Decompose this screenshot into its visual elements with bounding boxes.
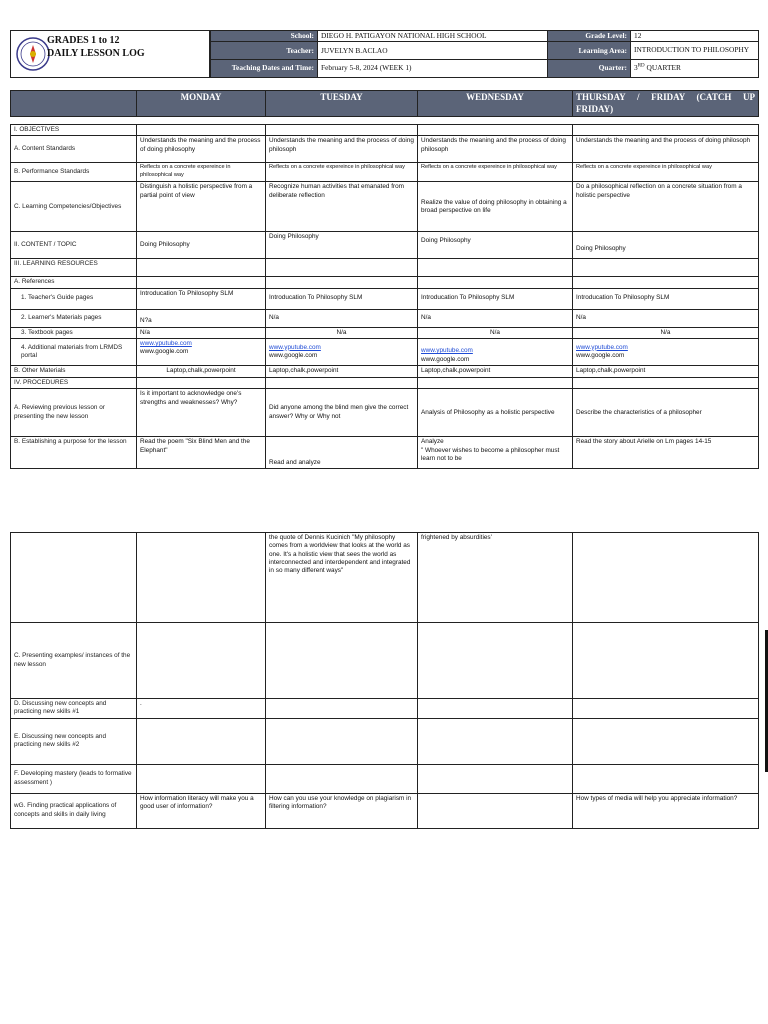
- cell-empty: [418, 623, 573, 699]
- cell-empty: [266, 764, 418, 793]
- teacher-label: Teacher:: [211, 42, 318, 59]
- purpose-tue: Read and analyze: [266, 437, 418, 469]
- quarter-label: Quarter:: [548, 59, 631, 77]
- grade-value: 12: [631, 31, 759, 42]
- purpose-wed-line1: Analyze: [421, 438, 444, 446]
- cell-empty: [11, 533, 137, 623]
- learners-materials-label: 2. Learner's Materials pages: [11, 309, 137, 327]
- teachers-guide-tue: Introducation To Philosophy SLM: [266, 288, 418, 309]
- content-topic-wed: Doing Philosophy: [418, 232, 573, 259]
- dates-label: Teaching Dates and Time:: [211, 59, 318, 77]
- cell-empty: [266, 125, 418, 136]
- cell-empty: [266, 377, 418, 388]
- teachers-guide-label: 1. Teacher's Guide pages: [11, 288, 137, 309]
- teachers-guide-thu: Introducation To Philosophy SLM: [573, 288, 759, 309]
- content-standards-label: A. Content Standards: [11, 136, 137, 163]
- learning-resources-heading: III. LEARNING RESOURCES: [11, 259, 137, 277]
- area-label: Learning Area:: [548, 42, 631, 59]
- developing-mastery-label: F. Developing mastery (leads to formative assessment ): [11, 764, 137, 793]
- cell-empty: [573, 764, 759, 793]
- competencies-wed: Realize the value of doing philosophy in obtaining a broad perspective on life: [418, 182, 573, 232]
- finding-applications-thu: How types of media will help you appreciate information?: [573, 793, 759, 828]
- additional-materials-label: 4. Additional materials from LRMDS portal: [11, 338, 137, 365]
- school-label: School:: [211, 31, 318, 42]
- quarter-number: 3: [634, 63, 638, 73]
- quarter-value: [631, 59, 759, 77]
- lesson-log-table: [10, 124, 759, 469]
- cell-empty: [137, 623, 266, 699]
- cell-empty: [137, 125, 266, 136]
- additional-materials-wed: [418, 338, 573, 365]
- competencies-thu: Do a philosophical reflection on a concrete situation from a holistic perspective: [573, 182, 759, 232]
- cell-empty: [266, 259, 418, 277]
- school-value: DIEGO H. PATIGAYON NATIONAL HIGH SCHOOL: [318, 31, 548, 42]
- teacher-value: JUVELYN B.ACLAO: [318, 42, 548, 59]
- cell-empty: [266, 277, 418, 288]
- lesson-log-header: [10, 30, 758, 78]
- cell-empty: [573, 533, 759, 623]
- textbook-tue: N/a: [266, 327, 418, 338]
- performance-standards-tue: Reflects on a concrete expereince in philosophical way: [266, 163, 418, 182]
- reviewing-thu: Describe the characteristics of a philosopher: [573, 389, 759, 437]
- performance-standards-mon: Reflects on a concrete expereince in philosophical way: [137, 163, 266, 182]
- content-topic-tue: Doing Philosophy: [266, 232, 418, 259]
- finding-applications-label: wG. Finding practical applications of concepts and skills in daily living: [11, 793, 137, 828]
- discussing-2-label: E. Discussing new concepts and practicing new skills #2: [11, 718, 137, 764]
- procedures-heading: IV. PROCEDURES: [11, 377, 137, 388]
- google-link: www.google.com: [140, 348, 189, 356]
- textbook-mon: N/a: [137, 327, 266, 338]
- days-header: [10, 90, 759, 117]
- purpose-mon: Read the poem "Six Blind Men and the Elephant": [137, 437, 266, 469]
- purpose-wed-line2: " Whoever wishes to become a philosopher must learn not to be: [421, 446, 560, 462]
- teachers-guide-mon: Introducation To Philosophy SLM: [137, 288, 266, 309]
- other-materials-thu: Laptop,chalk,powerpoint: [573, 365, 759, 377]
- cell-empty: [418, 699, 573, 719]
- cell-empty: [137, 259, 266, 277]
- cell-empty: [137, 377, 266, 388]
- reviewing-mon: Is it important to acknowledge one's strengths and weaknesses? Why?: [137, 389, 266, 437]
- cell-empty: [418, 764, 573, 793]
- references-heading: A. References: [11, 277, 137, 288]
- youtube-link[interactable]: www.yputube.com: [140, 339, 192, 347]
- purpose-wed-continued: frightened by absurdities': [418, 533, 573, 623]
- youtube-link[interactable]: www.yputube.com: [269, 343, 321, 351]
- reviewing-label: A. Reviewing previous lesson or presenting the new lesson: [11, 389, 137, 437]
- performance-standards-label: B. Performance Standards: [11, 163, 137, 182]
- competencies-label: C. Learning Competencies/Objectives: [11, 182, 137, 232]
- reviewing-wed: Analysis of Philosophy as a holistic perspective: [418, 389, 573, 437]
- competencies-tue: Recognize human activities that emanated from deliberate reflection: [266, 182, 418, 232]
- reviewing-tue: Did anyone among the blind men give the correct answer? Why or Why not: [266, 389, 418, 437]
- content-standards-wed: Understands the meaning and the process of doing philosoph: [418, 136, 573, 163]
- finding-applications-wed: [418, 793, 573, 828]
- content-topic-thu: Doing Philosophy: [573, 232, 759, 259]
- purpose-tue-continued: the quote of Dennis Kucinich "My philosophy comes from a worldview that looks at the world as one. It's a holistic view that sees the world as interconnected and interdependent and integrated in so many different ways": [266, 533, 418, 623]
- finding-applications-mon: How information literacy will make you a good user of information?: [137, 793, 266, 828]
- cell-empty: [266, 699, 418, 719]
- discussing-1-mon: .: [137, 699, 266, 719]
- deped-seal-icon: [15, 36, 51, 72]
- day-monday: MONDAY: [137, 91, 266, 117]
- cell-empty: [418, 277, 573, 288]
- grade-label: Grade Level:: [548, 31, 631, 42]
- additional-materials-thu: [573, 338, 759, 365]
- cell-empty: [573, 125, 759, 136]
- cell-empty: [573, 623, 759, 699]
- day-wednesday: WEDNESDAY: [418, 91, 573, 117]
- cell-empty: [573, 699, 759, 719]
- textbook-thu: N/a: [573, 327, 759, 338]
- youtube-link[interactable]: www.yputube.com: [421, 347, 473, 355]
- google-link: www.google.com: [421, 355, 470, 363]
- cell-empty: [266, 623, 418, 699]
- google-link: www.google.com: [576, 351, 625, 359]
- content-standards-mon: Understands the meaning and the process of doing philosophy: [137, 136, 266, 163]
- cell-empty: [418, 377, 573, 388]
- content-standards-thu: Understands the meaning and the process of doing philosoph: [573, 136, 759, 163]
- cell-empty: [266, 718, 418, 764]
- cell-empty: [573, 259, 759, 277]
- learners-materials-mon: N?a: [137, 309, 266, 327]
- cell-empty: [573, 718, 759, 764]
- objectives-heading: I. OBJECTIVES: [11, 125, 137, 136]
- performance-standards-thu: Reflects on a concrete expereince in philosophical way: [573, 163, 759, 182]
- youtube-link[interactable]: www.yputube.com: [576, 343, 628, 351]
- learners-materials-wed: N/a: [418, 309, 573, 327]
- google-link: www.google.com: [269, 351, 318, 359]
- other-materials-wed: Laptop,chalk,powerpoint: [418, 365, 573, 377]
- cell-empty: [137, 277, 266, 288]
- day-header-blank: [11, 91, 137, 117]
- doc-title-line2: DAILY LESSON LOG: [47, 48, 145, 59]
- cell-empty: [573, 277, 759, 288]
- area-value: INTRODUCTION TO PHILOSOPHY: [631, 42, 759, 59]
- purpose-label: B. Establishing a purpose for the lesson: [11, 437, 137, 469]
- performance-standards-wed: Reflects on a concrete expereince in philosophical way: [418, 163, 573, 182]
- other-materials-tue: Laptop,chalk,powerpoint: [266, 365, 418, 377]
- additional-materials-mon: [137, 338, 266, 365]
- learners-materials-tue: N/a: [266, 309, 418, 327]
- presenting-examples-label: C. Presenting examples/ instances of the new lesson: [11, 623, 137, 699]
- cell-empty: [418, 718, 573, 764]
- learners-materials-thu: N/a: [573, 309, 759, 327]
- finding-applications-tue: How can you use your knowledge on plagiarism in filtering information?: [266, 793, 418, 828]
- other-materials-label: B. Other Materials: [11, 365, 137, 377]
- content-standards-tue: Understands the meaning and the process of doing philosoph: [266, 136, 418, 163]
- title-box: [10, 30, 210, 78]
- day-thursday-friday: THURSDAY / FRIDAY (CATCH UP FRIDAY): [573, 91, 759, 117]
- quarter-word: QUARTER: [644, 63, 681, 73]
- teachers-guide-wed: Introducation To Philosophy SLM: [418, 288, 573, 309]
- purpose-wed: [418, 437, 573, 469]
- competencies-mon: Distinguish a holistic perspective from a partial point of view: [137, 182, 266, 232]
- cell-empty: [137, 533, 266, 623]
- discussing-1-label: D. Discussing new concepts and practicing new skills #1: [11, 699, 137, 719]
- cell-empty: [137, 718, 266, 764]
- doc-title-line1: GRADES 1 to 12: [47, 35, 120, 46]
- day-tuesday: TUESDAY: [266, 91, 418, 117]
- additional-materials-tue: [266, 338, 418, 365]
- cell-empty: [573, 377, 759, 388]
- lesson-log-table-continued: [10, 532, 759, 829]
- textbook-wed: N/a: [418, 327, 573, 338]
- quarter-suffix: RD: [637, 64, 645, 70]
- cell-empty: [418, 259, 573, 277]
- content-topic-label: II. CONTENT / TOPIC: [11, 232, 137, 259]
- other-materials-mon: Laptop,chalk,powerpoint: [137, 365, 266, 377]
- dates-value: February 5-8, 2024 (WEEK 1): [318, 59, 548, 77]
- purpose-thu: Read the story about Arielle on Lm pages 14-15: [573, 437, 759, 469]
- textbook-label: 3. Textbook pages: [11, 327, 137, 338]
- content-topic-mon: Doing Philosophy: [137, 232, 266, 259]
- cell-empty: [137, 764, 266, 793]
- header-info-table: [210, 30, 759, 78]
- cell-empty: [418, 125, 573, 136]
